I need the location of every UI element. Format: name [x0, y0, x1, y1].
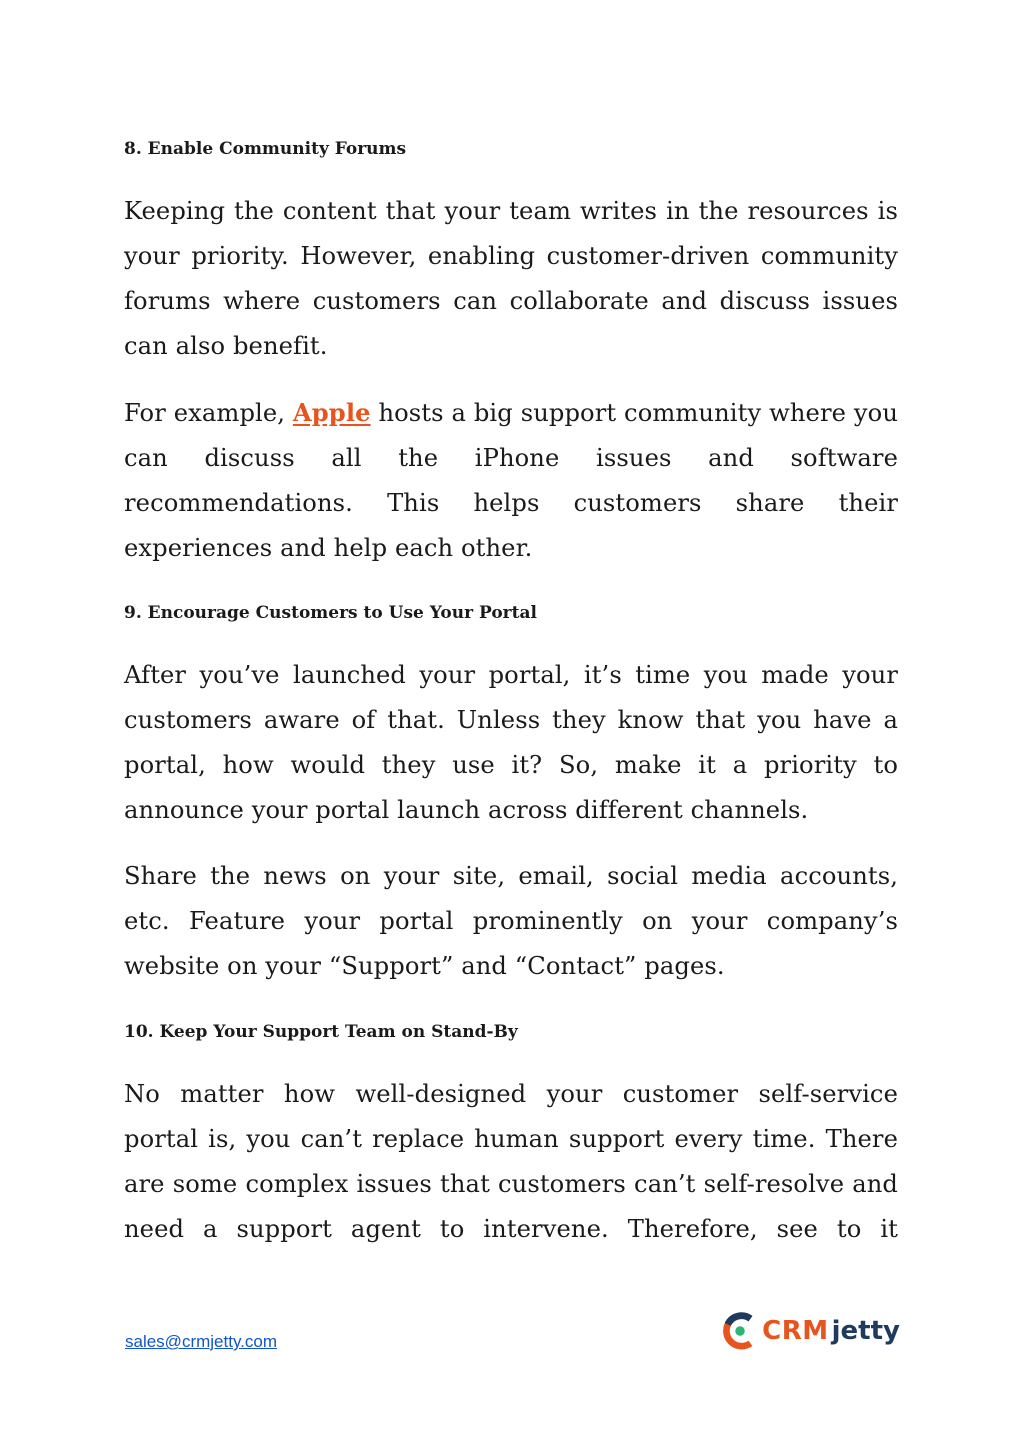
paragraph-portal-launch: After you’ve launched your portal, it’s time you made your customers aware of that. Unless they know that you have a portal, how would they use it? So, make it a priority to announce your portal launch across different channels.	[124, 661, 898, 824]
crmjetty-logo-icon	[722, 1310, 756, 1352]
paragraph-text-after-link: hosts a big support community where you can discuss all the iPhone issues and software recommendations. This helps customers share their experiences and help each other.	[124, 399, 898, 562]
paragraph-apple-example	[124, 390, 898, 571]
apple-link[interactable]: Apple	[292, 398, 371, 427]
section-heading-10: 10. Keep Your Support Team on Stand-By	[124, 1022, 518, 1042]
section-heading-9: 9. Encourage Customers to Use Your Portal	[124, 603, 537, 623]
crmjetty-logo	[722, 1308, 900, 1354]
logo-text-jetty: jetty	[831, 1316, 900, 1346]
paragraph-text-before-link: For example,	[124, 399, 293, 427]
section-heading-8: 8. Enable Community Forums	[124, 139, 407, 159]
paragraph-community-forums: Keeping the content that your team writes in the resources is your priority. However, enabling customer-driven community forums where customers can collaborate and discuss issues can also benefit.	[124, 197, 898, 360]
footer-email-link[interactable]: sales@crmjetty.com	[125, 1332, 278, 1351]
logo-text-crm: CRM	[762, 1316, 829, 1346]
paragraph-share-news: Share the news on your site, email, social media accounts, etc. Feature your portal prominently on your company’s website on your “Support” and “Contact” pages.	[124, 862, 898, 980]
paragraph-support-team: No matter how well-designed your customer self-service portal is, you can’t replace human support every time. There are some complex issues that customers can’t self-resolve and need a support agent to intervene. Therefore, see to it	[124, 1080, 898, 1243]
